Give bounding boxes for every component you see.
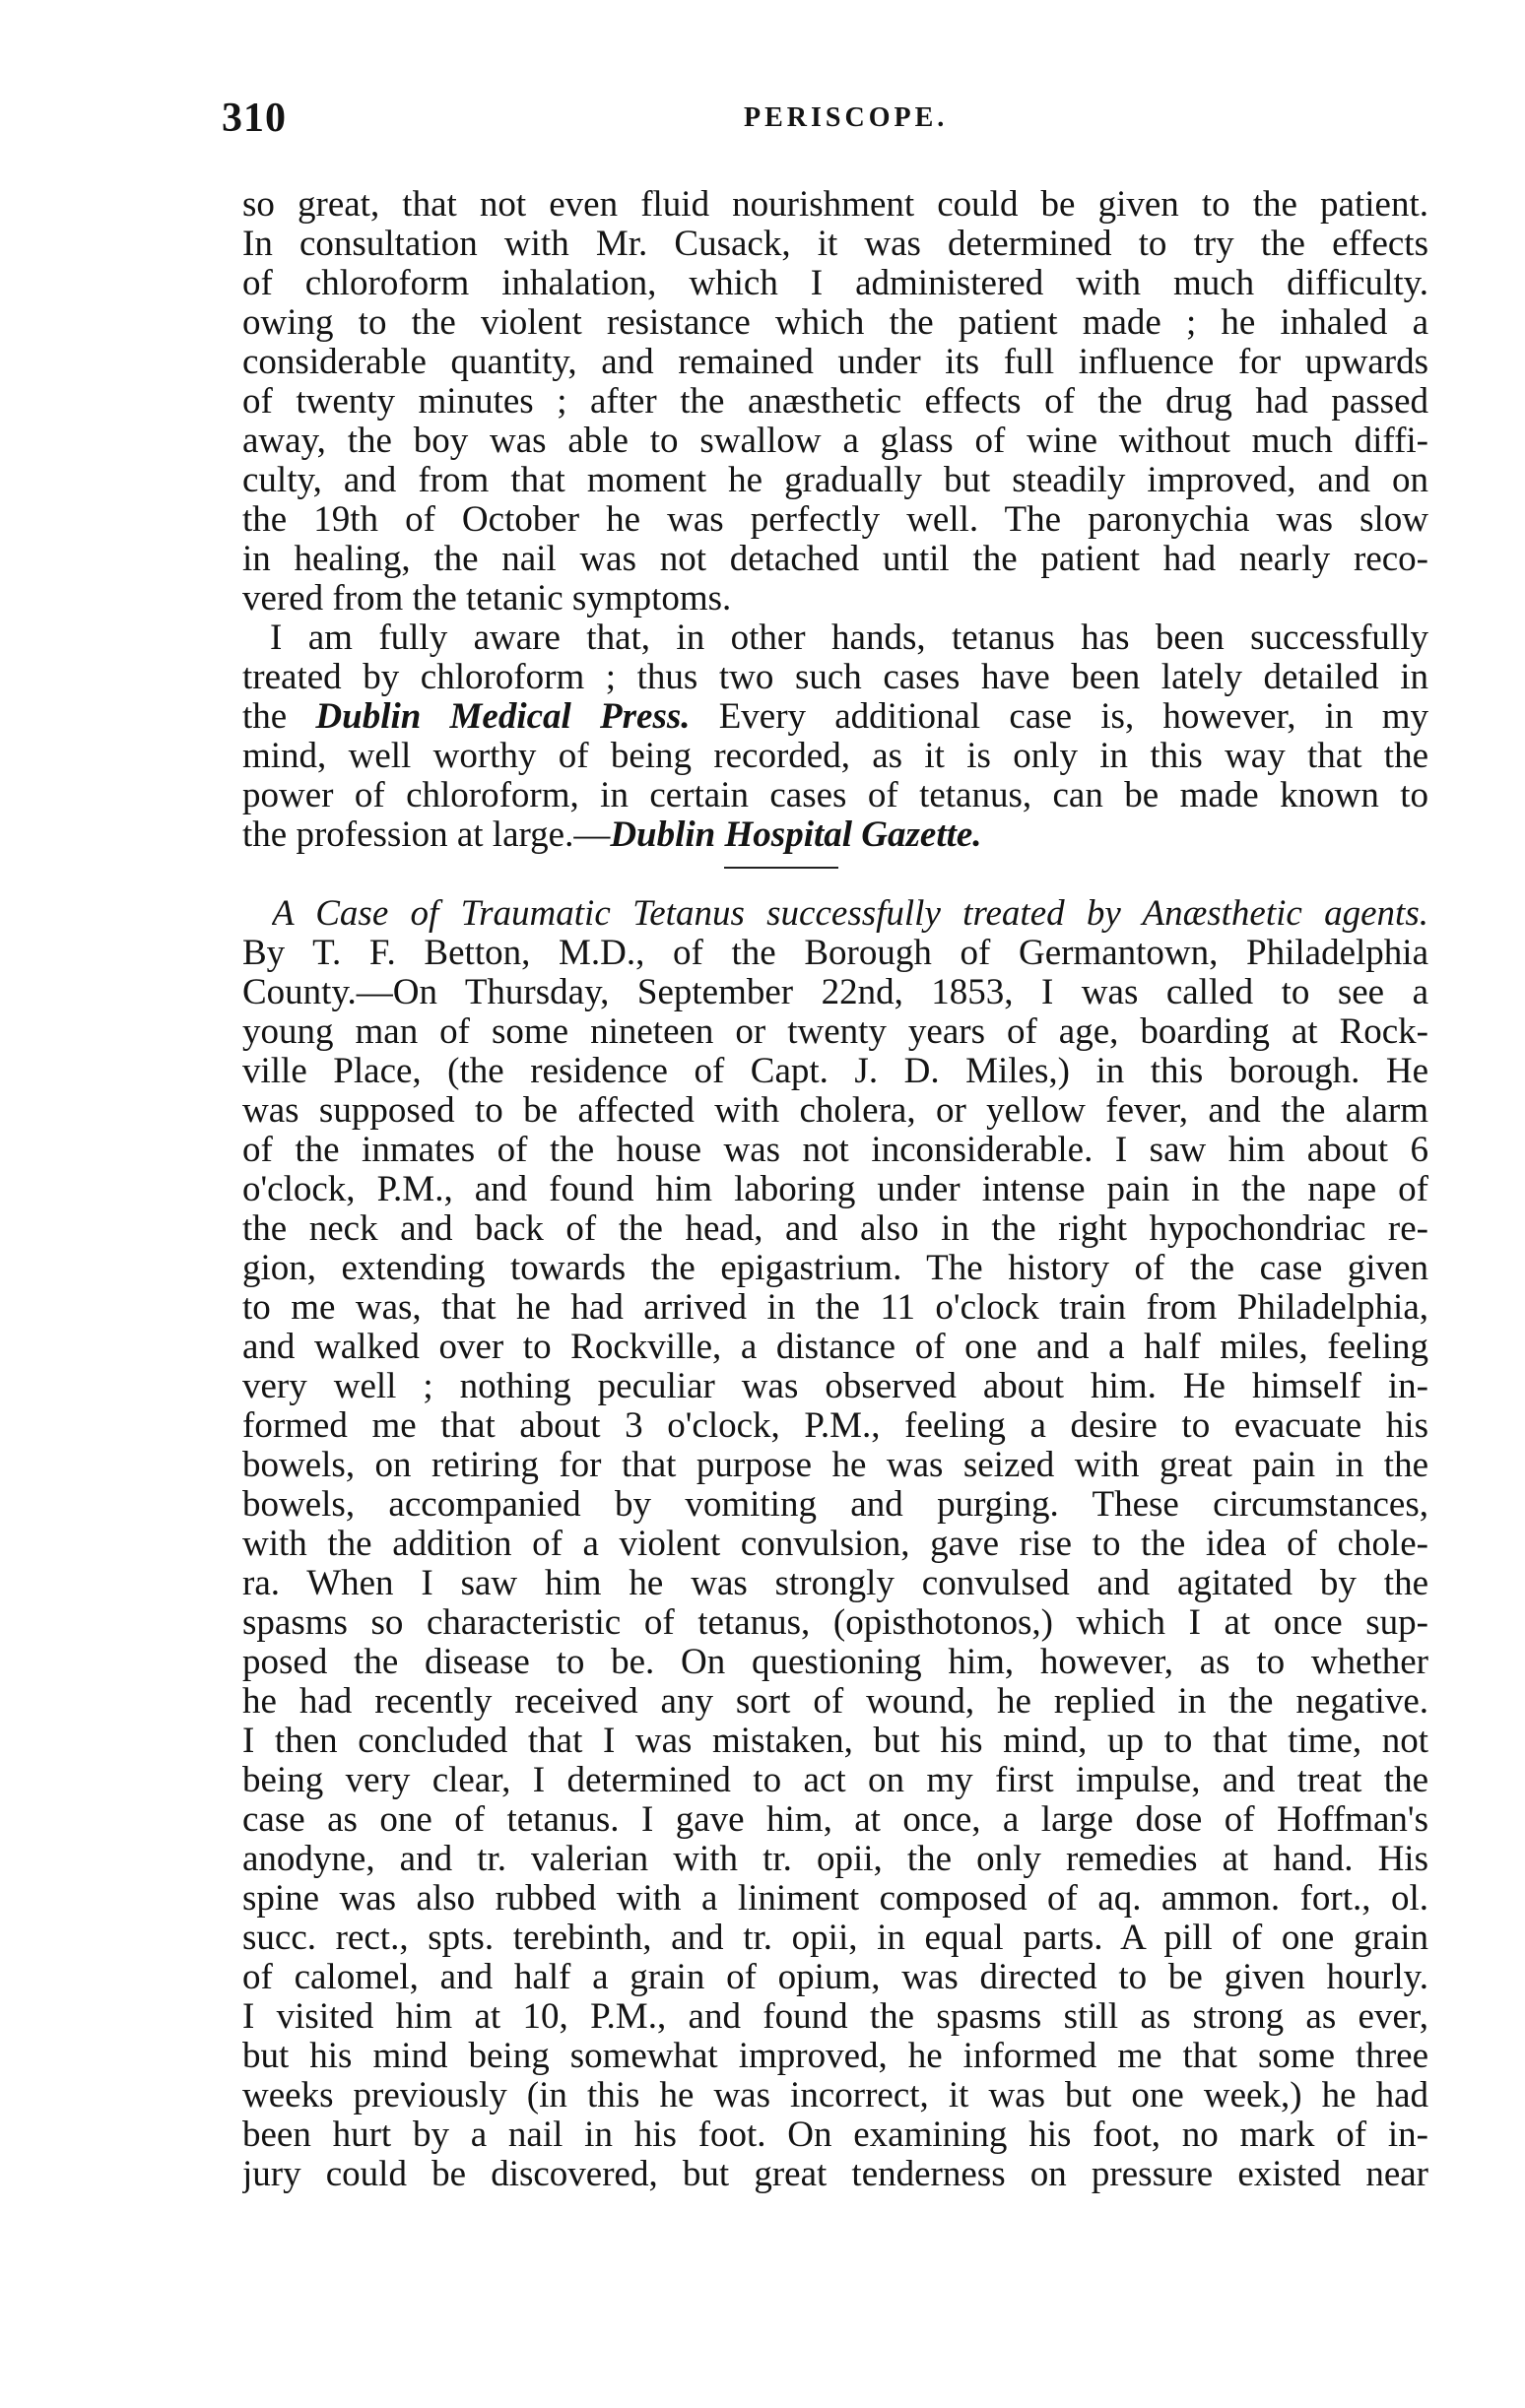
text-span: the [242, 697, 316, 737]
text-line [242, 697, 1428, 737]
text-line: I then concluded that I was mistaken, but his mind, up to that time, not [242, 1722, 1428, 1761]
text-line: vered from the tetanic symptoms. [242, 579, 732, 618]
text-line: I visited him at 10, P.M., and found the spasms still as strong as ever, [242, 1997, 1428, 2037]
text-line: owing to the violent resistance which the patient made ; he inhaled a [242, 303, 1428, 343]
text-line: o'clock, P.M., and found him laboring under intense pain in the nape of [242, 1170, 1428, 1209]
text-line: the 19th of October he was perfectly well. The paronychia was slow [242, 500, 1428, 540]
text-line: County.—On Thursday, September 22nd, 1853, I was called to see a [242, 973, 1428, 1012]
running-head: PERISCOPE. [744, 102, 949, 133]
text-line: been hurt by a nail in his foot. On examining his foot, no mark of in- [242, 2115, 1428, 2155]
text-line: spasms so characteristic of tetanus, (opisthotonos,) which I at once sup- [242, 1603, 1428, 1643]
text-line: posed the disease to be. On questioning him, however, as to whether [242, 1643, 1428, 1682]
text-line: spine was also rubbed with a liniment composed of aq. ammon. fort., ol. [242, 1879, 1428, 1919]
text-line: to me was, that he had arrived in the 11 o'clock train from Philadelphia, [242, 1288, 1428, 1328]
text-line: power of chloroform, in certain cases of tetanus, can be made known to [242, 776, 1428, 815]
text-line: mind, well worthy of being recorded, as it is only in this way that the [242, 737, 1428, 776]
page-number: 310 [222, 96, 287, 141]
text-line: By T. F. Betton, M.D., of the Borough of Germantown, Philadelphia [242, 934, 1428, 973]
text-line [242, 815, 1428, 855]
text-line: culty, and from that moment he gradually but steadily improved, and on [242, 461, 1428, 500]
text-line: ra. When I saw him he was strongly convulsed and agitated by the [242, 1564, 1428, 1603]
text-line: in healing, the nail was not detached until the patient had nearly reco- [242, 540, 1428, 579]
text-line: I am fully aware that, in other hands, tetanus has been successfully [270, 618, 1428, 658]
text-line: of chloroform inhalation, which I administered with much difficulty. [242, 264, 1428, 303]
text-line: he had recently received any sort of wound, he replied in the negative. [242, 1682, 1428, 1722]
text-span: the profession at large.— [242, 815, 611, 855]
article-title: A Case of Traumatic Tetanus successfully treated by Anæsthetic agents. [272, 894, 1428, 934]
text-line: away, the boy was able to swallow a glass of wine without much diffi- [242, 422, 1428, 461]
text-line: bowels, on retiring for that purpose he was seized with great pain in the [242, 1446, 1428, 1485]
text-line: and walked over to Rockville, a distance of one and a half miles, feeling [242, 1328, 1428, 1367]
text-line: of calomel, and half a grain of opium, was directed to be given hourly. [242, 1958, 1428, 1997]
text-line: with the addition of a violent convulsion, gave rise to the idea of chole- [242, 1525, 1428, 1564]
text-line: bowels, accompanied by vomiting and purging. These circumstances, [242, 1485, 1428, 1525]
text-line: ville Place, (the residence of Capt. J. D. Miles,) in this borough. He [242, 1052, 1428, 1091]
text-line: young man of some nineteen or twenty years of age, boarding at Rock- [242, 1012, 1428, 1052]
text-line: of the inmates of the house was not inconsiderable. I saw him about 6 [242, 1131, 1428, 1170]
text-line: jury could be discovered, but great tenderness on pressure existed near [242, 2155, 1428, 2194]
text-line: treated by chloroform ; thus two such cases have been lately detailed in [242, 658, 1428, 697]
text-line: anodyne, and tr. valerian with tr. opii, the only remedies at hand. His [242, 1840, 1428, 1879]
section-divider [724, 867, 838, 869]
text-line: of twenty minutes ; after the anæsthetic effects of the drug had passed [242, 382, 1428, 422]
text-span: Every additional case is, however, in my [690, 697, 1428, 737]
text-line: weeks previously (in this he was incorrect, it was but one week,) he had [242, 2076, 1428, 2115]
text-line: considerable quantity, and remained under its full influence for upwards [242, 343, 1428, 382]
page-header [222, 95, 1419, 144]
text-line: very well ; nothing peculiar was observed about him. He himself in- [242, 1367, 1428, 1406]
text-line: the neck and back of the head, and also in the right hypochondriac re- [242, 1209, 1428, 1249]
text-line: so great, that not even fluid nourishment could be given to the patient. [242, 185, 1428, 225]
text-line: being very clear, I determined to act on my first impulse, and treat the [242, 1761, 1428, 1800]
text-line: formed me that about 3 o'clock, P.M., feeling a desire to evacuate his [242, 1406, 1428, 1446]
text-line: In consultation with Mr. Cusack, it was determined to try the effects [242, 225, 1428, 264]
text-line: but his mind being somewhat improved, he informed me that some three [242, 2037, 1428, 2076]
journal-title: Dublin Medical Press. [315, 697, 691, 737]
text-line: succ. rect., spts. terebinth, and tr. opii, in equal parts. A pill of one grain [242, 1919, 1428, 1958]
text-line: case as one of tetanus. I gave him, at once, a large dose of Hoffman's [242, 1800, 1428, 1840]
text-line: was supposed to be affected with cholera, or yellow fever, and the alarm [242, 1091, 1428, 1131]
text-line: gion, extending towards the epigastrium. The history of the case given [242, 1249, 1428, 1288]
source-citation: Dublin Hospital Gazette. [610, 815, 982, 855]
